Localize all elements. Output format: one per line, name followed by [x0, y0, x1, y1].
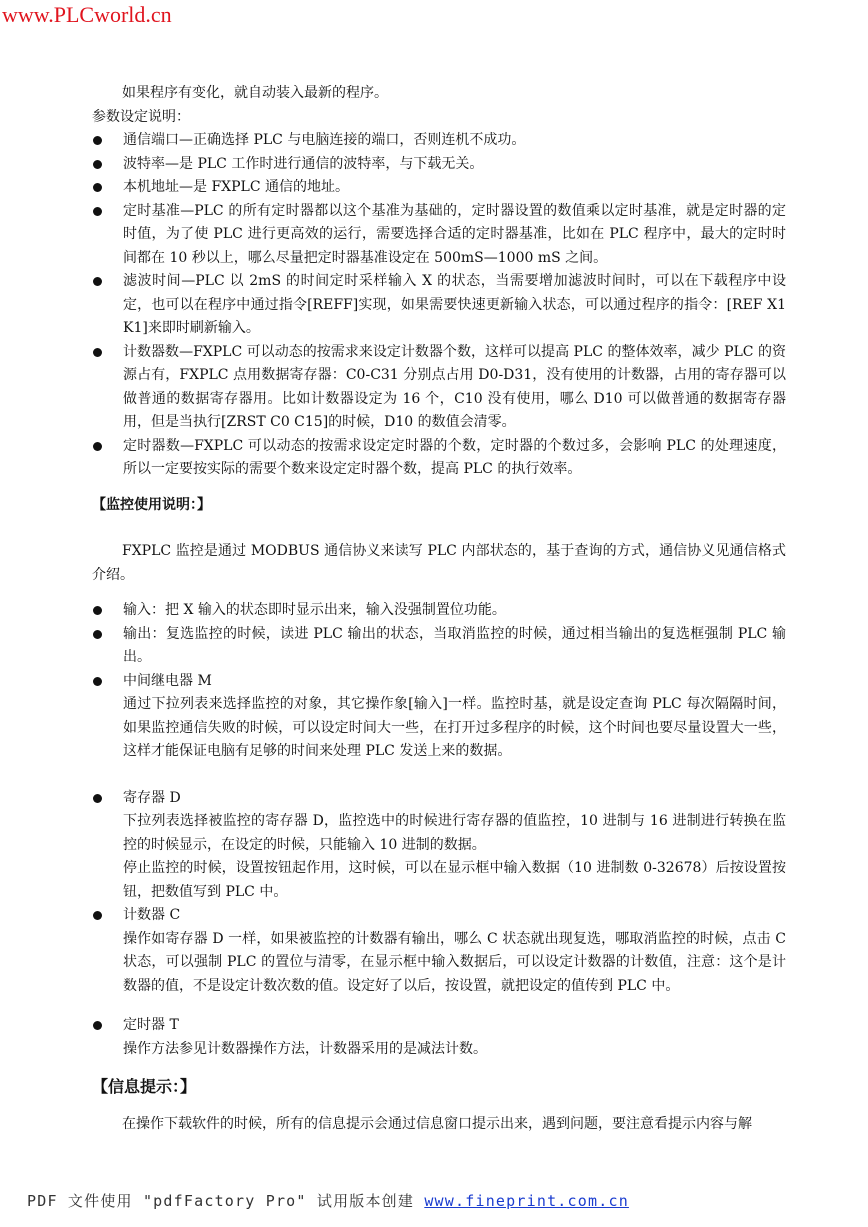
monitor-register-desc1: 下拉列表选择被监控的寄存器 D，监控选中的时候进行寄存器的值监控，10 进制与 16 进制进行转换在监控的时候显示，在设定的时候，只能输入 10 进制的数据。 — [123, 813, 786, 853]
info-heading: 【信息提示：】 — [92, 1077, 197, 1096]
param-filter-time: 滤波时间—PLC 以 2mS 的时间定时采样输入 X 的状态，当需要增加滤波时间时，可以在下载程序中设定，也可以在程序中通过指令[REFF]实现，如果需要快速更新输入状态，可以通过程序的指令：[REF X1 K1]来即时刷新输入。 — [92, 270, 786, 341]
pdf-footer — [27, 1190, 629, 1211]
monitor-register-title: 寄存器 D — [92, 787, 786, 811]
monitor-relay-title: 中间继电器 M — [92, 670, 786, 694]
param-address: 本机地址—是 FXPLC 通信的地址。 — [92, 176, 786, 200]
monitor-output: 输出：复选监控的时候，读进 PLC 输出的状态，当取消监控的时候，通过相当输出的复选框强制 PLC 输出。 — [92, 623, 786, 670]
info-text: 在操作下载软件的时候，所有的信息提示会通过信息窗口提示出来，遇到问题，要注意看提示内容与解 — [122, 1115, 752, 1132]
intro-text: 如果程序有变化，就自动装入最新的程序。 — [122, 85, 388, 101]
footer-text: PDF 文件使用 "pdfFactory Pro" 试用版本创建 — [27, 1192, 425, 1210]
params-title: 参数设定说明： — [92, 108, 190, 125]
monitor-intro: FXPLC 监控是通过 MODBUS 通信协义来读写 PLC 内部状态的，基于查询的方式，通信协义见通信格式介绍。 — [92, 543, 786, 583]
monitor-timer-desc: 操作方法参见计数器操作方法，计数器采用的是减法计数。 — [123, 1040, 487, 1057]
monitor-heading: 【监控使用说明：】 — [92, 496, 211, 513]
param-comm-port: 通信端口—正确选择 PLC 与电脑连接的端口，否则连机不成功。 — [92, 129, 786, 153]
watermark: www.PLCworld.cn — [2, 2, 172, 27]
document-body — [92, 82, 786, 1136]
monitor-timer-title: 定时器 T — [92, 1014, 786, 1038]
param-timer-base: 定时基准—PLC 的所有定时器都以这个基准为基础的，定时器设置的数值乘以定时基准，就是定时器的定时值，为了使 PLC 进行更高效的运行，需要选择合适的定时器基准，比如在 PLC 程序中，最大的定时时间都在 10 秒以上，哪么尽量把定时器基准设定在 500mS—1000 mS 之间。 — [92, 200, 786, 271]
param-timer-count: 定时器数—FXPLC 可以动态的按需求设定定时器的个数，定时器的个数过多，会影响 PLC 的处理速度，所以一定要按实际的需要个数来设定定时器个数，提高 PLC 的执行效率。 — [92, 435, 786, 482]
monitor-input: 输入：把 X 输入的状态即时显示出来，输入没强制置位功能。 — [92, 599, 786, 623]
monitor-relay-desc: 通过下拉列表来选择监控的对象，其它操作象[输入]一样。监控时基，就是设定查询 PLC 每次隔隔时间，如果监控通信失败的时候，可以设定时间大一些，在打开过多程序的时候，这个时间也要尽量设置大一些，这样才能保证电脑有足够的时间来处理 PLC 发送上来的数据。 — [123, 696, 786, 759]
param-baud-rate: 波特率—是 PLC 工作时进行通信的波特率，与下载无关。 — [92, 153, 786, 177]
param-counter-count: 计数器数—FXPLC 可以动态的按需求来设定计数器个数，这样可以提高 PLC 的整体效率，减少 PLC 的资源占有，FXPLC 点用数据寄存器：C0-C31 分别点占用 D0-D31，没有使用的计数器，占用的寄存器可以做普通的数据寄存器用。比如计数器设定为 16 个，C10 没有使用，哪么 D10 可以做普通的数据寄存器用，但是当执行[ZRST C0 C15]的时候，D10 的数值会清零。 — [92, 341, 786, 435]
footer-link[interactable]: www.fineprint.com.cn — [424, 1192, 629, 1210]
monitor-register-desc2: 停止监控的时候，设置按钮起作用，这时候，可以在显示框中输入数据（10 进制数 0-32678）后按设置按钮，把数值写到 PLC 中。 — [123, 860, 786, 900]
monitor-counter-title: 计数器 C — [92, 904, 786, 928]
monitor-counter-desc: 操作如寄存器 D 一样，如果被监控的计数器有输出，哪么 C 状态就出现复选，哪取消监控的时候，点击 C 状态，可以强制 PLC 的置位与清零，在显示框中输入数据后，可以设定计数器的计数值，注意：这个是计数器的值，不是设定计数次数的值。设定好了以后，按设置，就把设定的值传到 PLC 中。 — [123, 930, 786, 994]
